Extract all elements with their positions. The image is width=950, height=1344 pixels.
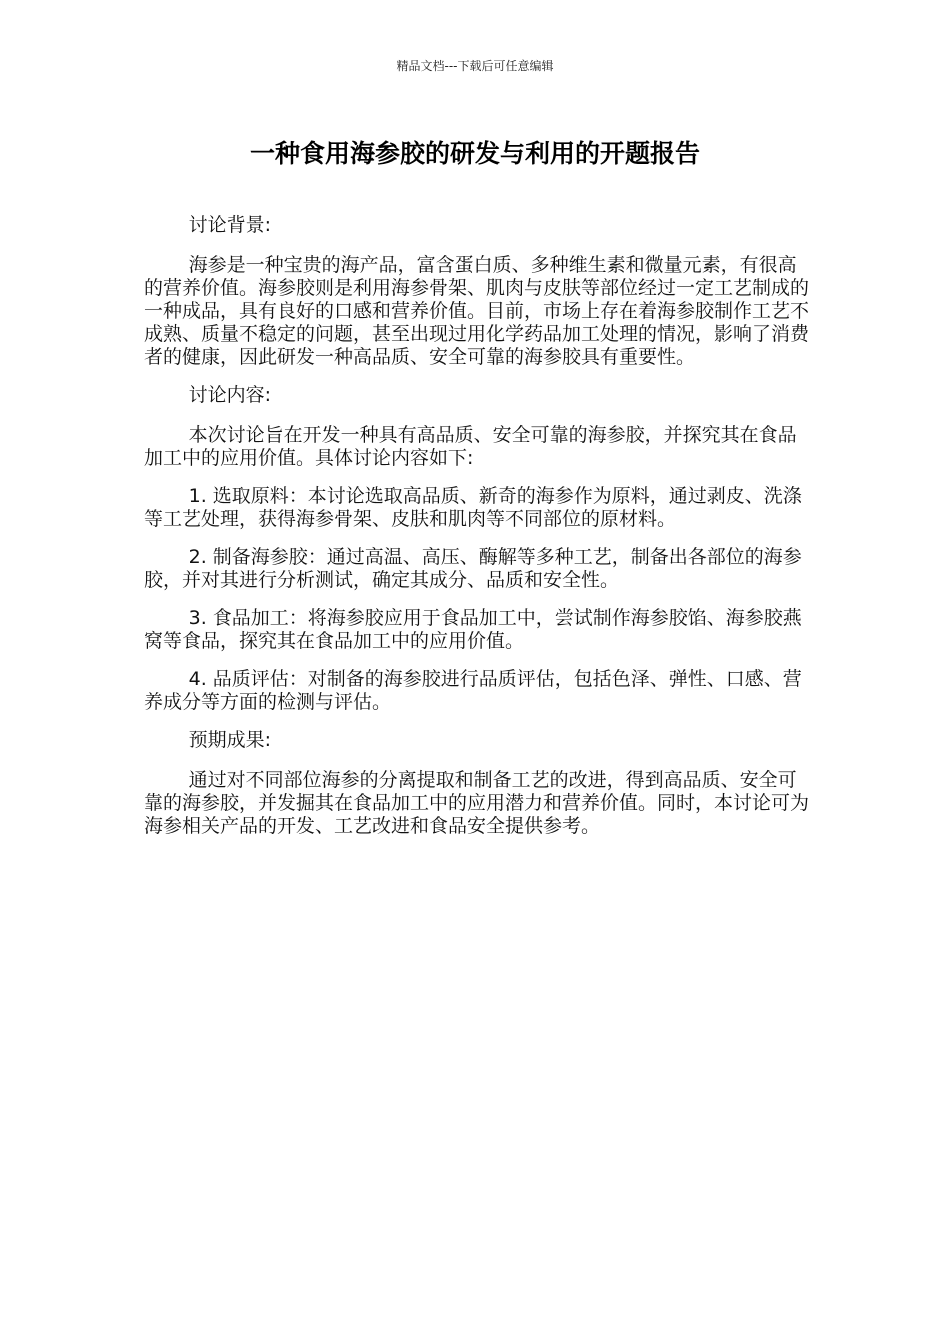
section-heading-background: 讨论背景: bbox=[188, 214, 272, 236]
paragraph-content-item-4: 4. 品质评估：对制备的海参胶进行品质评估，包括色泽、弹性、口感、营养成分等方面的检测与评估。 bbox=[144, 668, 802, 713]
header-note: 精品文档---下载后可任意编辑 bbox=[396, 59, 554, 73]
section-heading-results: 预期成果: bbox=[188, 729, 272, 751]
document-body bbox=[144, 214, 814, 853]
section-heading-content: 讨论内容: bbox=[188, 384, 272, 406]
paragraph-results: 通过对不同部位海参的分离提取和制备工艺的改进，得到高品质、安全可靠的海参胶，并发掘其在食品加工中的应用潜力和营养价值。同时，本讨论可为海参相关产品的开发、工艺改进和食品安全提供参考。 bbox=[144, 769, 810, 837]
paragraph-content-item-2: 2. 制备海参胶：通过高温、高压、酶解等多种工艺，制备出各部位的海参胶，并对其进行分析测试，确定其成分、品质和安全性。 bbox=[144, 546, 802, 591]
paragraph-background: 海参是一种宝贵的海产品，富含蛋白质、多种维生素和微量元素，有很高的营养价值。海参胶则是利用海参骨架、肌肉与皮肤等部位经过一定工艺制成的一种成品，具有良好的口感和营养价值。目前，市场上存在着海参胶制作工艺不成熟、质量不稳定的问题，甚至出现过用化学药品加工处理的情况，影响了消费者的健康，因此研发一种高品质、安全可靠的海参胶具有重要性。 bbox=[144, 254, 810, 368]
document-title: 一种食用海参胶的研发与利用的开题报告 bbox=[249, 139, 700, 168]
paragraph-content-intro: 本次讨论旨在开发一种具有高品质、安全可靠的海参胶，并探究其在食品加工中的应用价值。具体讨论内容如下: bbox=[144, 424, 797, 469]
paragraph-content-item-1: 1. 选取原料：本讨论选取高品质、新奇的海参作为原料，通过剥皮、洗涤等工艺处理，获得海参骨架、皮肤和肌肉等不同部位的原材料。 bbox=[144, 485, 802, 530]
paragraph-content-item-3: 3. 食品加工：将海参胶应用于食品加工中，尝试制作海参胶馅、海参胶燕窝等食品，探究其在食品加工中的应用价值。 bbox=[144, 607, 802, 652]
